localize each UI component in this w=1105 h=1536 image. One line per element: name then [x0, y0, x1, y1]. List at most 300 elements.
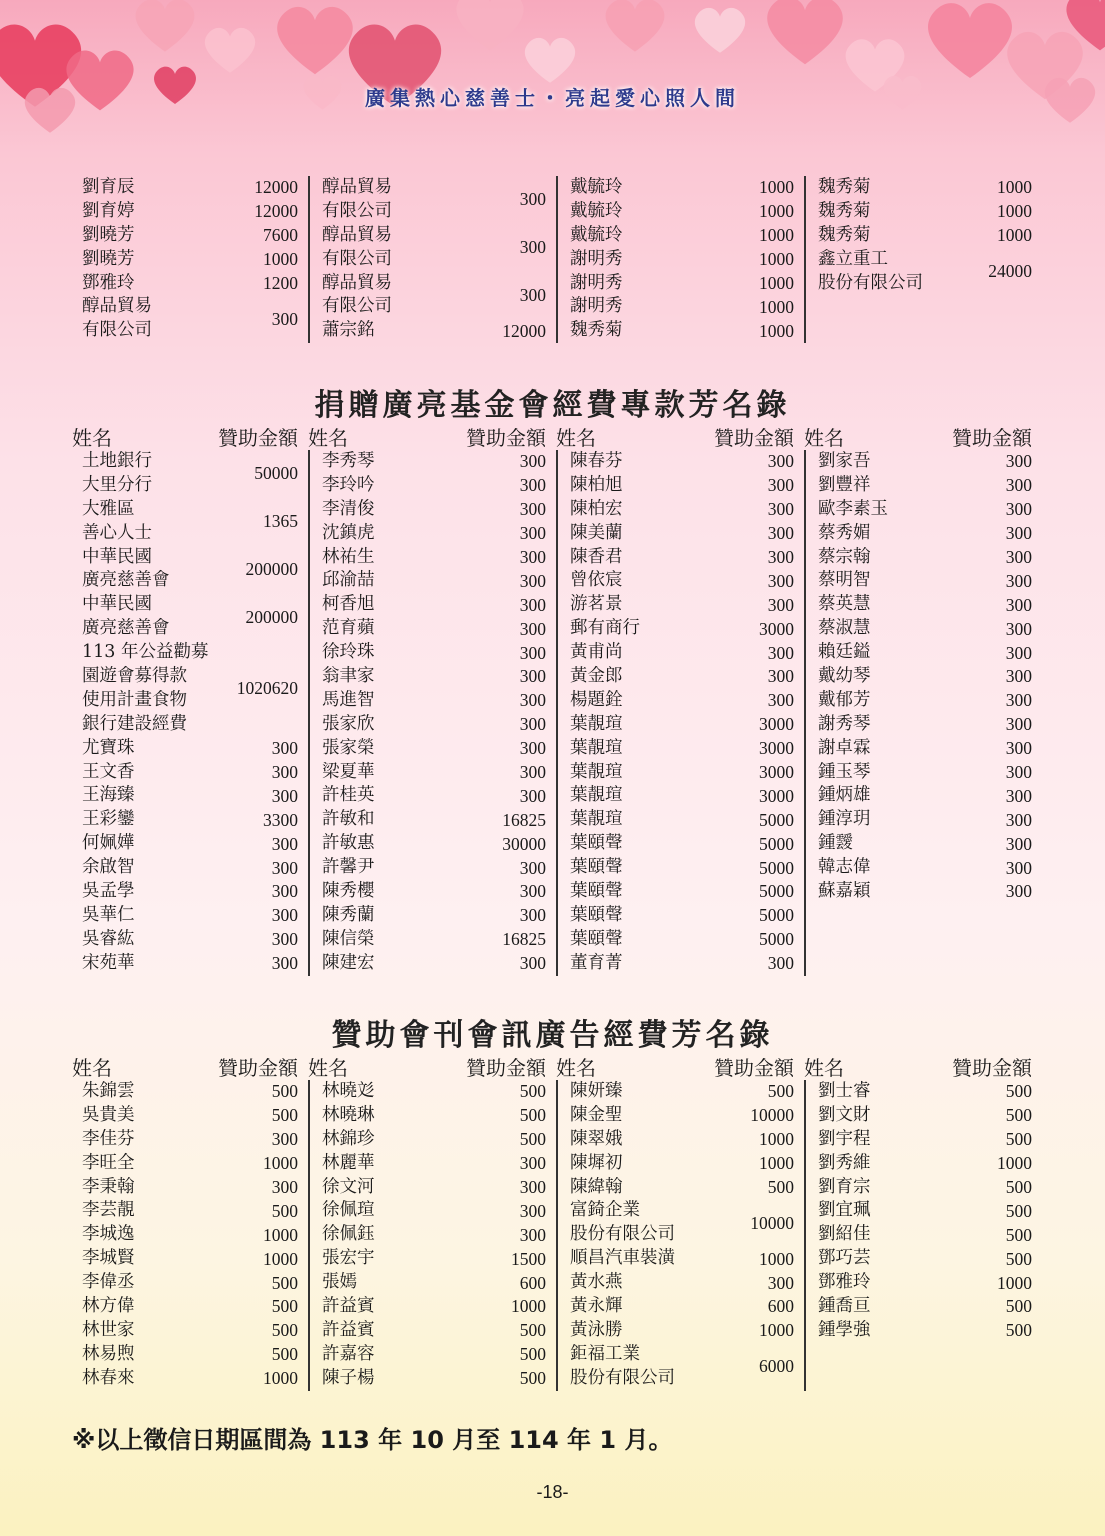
donation-amount: 600 — [519, 1272, 546, 1293]
donation-amount: 1000 — [997, 1272, 1032, 1293]
donation-amount: 6000 — [759, 1356, 794, 1377]
donation-amount: 300 — [1005, 809, 1032, 830]
donation-amount: 300 — [519, 857, 546, 878]
donor-name — [570, 1271, 623, 1295]
donor-row — [322, 784, 546, 808]
donor-row — [322, 1295, 546, 1319]
donation-amount: 300 — [271, 953, 298, 974]
donor-name-line: 有限公司 — [322, 200, 392, 221]
donor-name-line: 林方偉 — [82, 1296, 135, 1317]
header-cell — [72, 422, 308, 451]
donor-name-line: 劉士睿 — [818, 1081, 871, 1101]
donor-row — [322, 498, 546, 522]
donor-row — [818, 1295, 1032, 1319]
donation-amount: 12000 — [254, 201, 298, 222]
donor-name-line: 徐佩鈺 — [322, 1224, 375, 1245]
donor-row — [322, 1080, 546, 1104]
donation-amount: 16825 — [502, 809, 546, 830]
donor-row — [82, 1319, 298, 1343]
donor-name — [570, 295, 623, 319]
name-column-header: 姓名 — [72, 1056, 112, 1080]
donor-name-line: 陳墀初 — [570, 1152, 623, 1173]
donor-name-line: 陳信榮 — [322, 928, 375, 949]
heart-icon — [520, 30, 580, 90]
donor-name — [818, 569, 871, 593]
donor-name-line: 魏秀菊 — [818, 177, 871, 197]
donor-name — [570, 784, 623, 808]
donation-amount: 500 — [1005, 1296, 1032, 1317]
donor-name — [570, 1295, 623, 1319]
donation-amount: 300 — [1005, 666, 1032, 687]
donor-name — [82, 1247, 135, 1271]
donation-amount: 300 — [519, 1177, 546, 1197]
donor-name-line: 鉅福工業 — [570, 1343, 640, 1364]
amount-column-header: 贊助金額 — [466, 426, 546, 450]
donor-name-line: 許桂英 — [322, 785, 375, 806]
donor-row — [818, 498, 1032, 522]
donation-amount: 300 — [519, 1200, 546, 1221]
donor-name-line: 林錦珍 — [322, 1128, 375, 1149]
donor-name-line: 鄧雅玲 — [818, 1272, 871, 1293]
donor-row — [82, 1367, 298, 1391]
donation-amount: 300 — [1005, 618, 1032, 639]
donation-amount: 300 — [1005, 499, 1032, 520]
donation-amount: 1000 — [997, 1153, 1032, 1174]
donor-name-line: 葉頤聲 — [570, 881, 623, 902]
donation-amount: 300 — [1005, 594, 1032, 615]
donor-row — [570, 904, 794, 928]
donation-amount: 300 — [519, 499, 546, 520]
donor-row — [322, 593, 546, 617]
donor-row — [82, 200, 298, 224]
donor-row — [82, 952, 298, 976]
section2-list — [72, 1080, 1042, 1391]
donation-amount: 500 — [767, 1177, 794, 1197]
donor-name-line: 李玲吟 — [322, 474, 375, 495]
donor-name-line: 許益賓 — [322, 1296, 375, 1317]
donation-amount: 300 — [1005, 642, 1032, 663]
donation-amount: 500 — [1005, 1320, 1032, 1341]
donor-name — [322, 641, 375, 665]
donor-name — [570, 248, 623, 272]
donor-row — [322, 1223, 546, 1247]
donor-name-line: 郵有商行 — [570, 618, 640, 639]
donor-name — [570, 665, 623, 689]
donor-row — [82, 784, 298, 808]
donation-amount: 50000 — [254, 463, 298, 484]
donor-row — [570, 498, 794, 522]
donation-amount: 300 — [1005, 451, 1032, 472]
donor-row — [818, 617, 1032, 641]
donor-name-line: 陳秀櫻 — [322, 881, 375, 902]
section2-title: 贊助會刊會訊廣告經費芳名錄 — [331, 1018, 774, 1053]
donation-amount: 1000 — [263, 249, 298, 270]
donor-name-line: 謝卓霖 — [818, 737, 871, 758]
donor-name — [322, 224, 392, 272]
donor-name — [322, 689, 375, 713]
donation-amount: 16825 — [502, 929, 546, 950]
donor-name-line: 林曉彣 — [322, 1081, 375, 1101]
donation-amount: 24000 — [988, 261, 1032, 282]
donation-amount: 300 — [271, 1177, 298, 1197]
donor-row — [818, 713, 1032, 737]
donor-name — [570, 474, 623, 498]
donor-name — [82, 808, 135, 832]
donation-amount: 300 — [767, 953, 794, 974]
header-banner — [0, 0, 1105, 160]
donation-amount: 300 — [767, 570, 794, 591]
donation-amount: 10000 — [750, 1212, 794, 1233]
donor-row — [818, 200, 1032, 224]
donation-amount: 300 — [767, 642, 794, 663]
donor-name-line: 王彩鑾 — [82, 809, 135, 830]
donor-name-line: 廣亮慈善會 — [82, 618, 170, 639]
donor-name-line: 土地銀行 — [82, 451, 152, 471]
donation-amount: 1000 — [759, 320, 794, 341]
name-column-header: 姓名 — [804, 426, 844, 450]
donor-row — [570, 665, 794, 689]
donor-name — [818, 665, 871, 689]
donation-amount: 300 — [519, 451, 546, 472]
donor-name — [82, 176, 135, 200]
donor-name — [322, 784, 375, 808]
donor-row — [322, 522, 546, 546]
donation-amount: 500 — [519, 1081, 546, 1102]
heart-icon — [200, 20, 260, 80]
donation-amount: 5000 — [759, 929, 794, 950]
donation-amount: 300 — [767, 1272, 794, 1293]
donor-name-line: 李偉丞 — [82, 1272, 135, 1293]
donor-name — [322, 1367, 375, 1391]
donor-row — [322, 928, 546, 952]
donation-amount: 1000 — [759, 1320, 794, 1341]
donor-name — [570, 1152, 623, 1176]
donor-name — [818, 1295, 871, 1319]
donation-amount: 12000 — [254, 177, 298, 198]
donor-row — [818, 689, 1032, 713]
amount-column-header: 贊助金額 — [714, 426, 794, 450]
donor-row — [570, 1295, 794, 1319]
donor-name — [570, 1343, 675, 1391]
donation-amount: 300 — [271, 308, 298, 329]
donor-column — [72, 450, 308, 976]
donation-amount: 600 — [767, 1296, 794, 1317]
donor-row — [82, 1295, 298, 1319]
donor-name — [818, 641, 871, 665]
donor-row — [570, 295, 794, 319]
donor-row — [322, 952, 546, 976]
donor-name-line: 黃甫尚 — [570, 642, 623, 663]
donor-name — [818, 1271, 871, 1295]
donation-amount: 300 — [271, 905, 298, 926]
donor-name — [570, 1104, 623, 1128]
donor-name-line: 魏秀菊 — [818, 224, 871, 245]
donor-name — [818, 880, 871, 904]
donor-name-line: 吳華仁 — [82, 904, 135, 925]
donor-name-line: 劉宇程 — [818, 1128, 871, 1149]
donor-row — [322, 272, 546, 320]
donor-name-line: 大里分行 — [82, 474, 152, 495]
continued-donor-list — [72, 176, 1042, 343]
donor-row — [570, 1247, 794, 1271]
donor-name-line: 張家榮 — [322, 737, 375, 758]
donation-amount: 300 — [767, 690, 794, 711]
donor-row — [82, 1271, 298, 1295]
donor-name-line: 李佳芬 — [82, 1128, 135, 1149]
donor-name — [322, 928, 375, 952]
donation-amount: 1000 — [759, 296, 794, 317]
donor-row — [570, 856, 794, 880]
donor-name — [570, 1247, 675, 1271]
donation-amount: 5000 — [759, 809, 794, 830]
donor-row — [818, 593, 1032, 617]
donation-amount: 300 — [1005, 785, 1032, 806]
donor-name — [570, 737, 623, 761]
donor-name-line: 劉育辰 — [82, 177, 135, 197]
donor-name — [570, 522, 623, 546]
donation-amount: 1200 — [263, 273, 298, 293]
donor-name — [82, 1152, 135, 1176]
donor-row — [322, 1128, 546, 1152]
donation-amount: 300 — [519, 1153, 546, 1174]
donation-amount: 300 — [519, 189, 546, 210]
donor-row — [818, 832, 1032, 856]
donor-name-line: 鄧雅玲 — [82, 272, 135, 293]
donor-name-line: 李城賢 — [82, 1248, 135, 1269]
donor-row — [82, 272, 298, 296]
donor-row — [82, 928, 298, 952]
section1-title: 捐贈廣亮基金會經費專款芳名錄 — [314, 388, 791, 423]
donor-name-line: 中華民國 — [82, 546, 152, 567]
donor-name-line: 劉豐祥 — [818, 474, 871, 495]
donor-name — [322, 1223, 375, 1247]
donation-amount: 300 — [519, 905, 546, 926]
donor-name-line: 劉育婷 — [82, 200, 135, 221]
donor-name — [82, 1223, 135, 1247]
donor-row — [322, 665, 546, 689]
donor-name-line: 蔡秀媚 — [818, 522, 871, 543]
donor-row — [818, 474, 1032, 498]
name-column-header: 姓名 — [556, 426, 596, 450]
donor-name — [818, 737, 871, 761]
donor-name-line: 陳翠娥 — [570, 1128, 623, 1149]
donor-name-line: 陳金聖 — [570, 1104, 623, 1125]
donor-row — [570, 880, 794, 904]
donor-name-line: 股份有限公司 — [570, 1367, 675, 1388]
donation-amount: 300 — [519, 738, 546, 759]
donor-name — [82, 952, 135, 976]
donation-amount: 300 — [519, 881, 546, 902]
donor-name — [570, 617, 640, 641]
donor-name-line: 園遊會募得款 — [82, 666, 187, 687]
name-column-header: 姓名 — [308, 1056, 348, 1080]
donor-name — [322, 665, 375, 689]
donor-row — [818, 546, 1032, 570]
donation-amount: 300 — [271, 833, 298, 854]
donation-amount: 1000 — [759, 1248, 794, 1269]
donor-row — [818, 1271, 1032, 1295]
donor-name-line: 陳子楊 — [322, 1367, 375, 1388]
donor-column — [804, 450, 1042, 976]
donor-row — [322, 856, 546, 880]
donor-name — [818, 808, 871, 832]
donor-name — [322, 880, 375, 904]
donor-name-line: 蔡英慧 — [818, 594, 871, 615]
donor-name-line: 李旺全 — [82, 1152, 135, 1173]
donation-amount: 300 — [519, 547, 546, 567]
donor-name-line: 柯香旭 — [322, 594, 375, 615]
donor-row — [322, 1104, 546, 1128]
donation-amount: 7600 — [263, 225, 298, 246]
donor-name-line: 蔡宗翰 — [818, 546, 871, 567]
donor-name-line: 李秉翰 — [82, 1176, 135, 1197]
donation-amount: 500 — [271, 1105, 298, 1126]
donor-name-line: 鄧巧芸 — [818, 1248, 871, 1269]
donor-name — [570, 808, 623, 832]
donor-row — [570, 474, 794, 498]
donor-name-line: 醇品貿易 — [322, 224, 392, 245]
donor-name-line: 王文香 — [82, 761, 135, 782]
donor-name — [82, 498, 152, 546]
donor-row — [82, 1080, 298, 1104]
donor-row — [322, 737, 546, 761]
donor-name — [570, 904, 623, 928]
donor-name — [82, 1295, 135, 1319]
donor-name-line: 梁夏華 — [322, 761, 375, 782]
donation-amount: 1000 — [759, 273, 794, 293]
donation-amount: 10000 — [750, 1105, 794, 1126]
donor-name-line: 蘇嘉穎 — [818, 881, 871, 902]
donation-amount: 1365 — [263, 511, 298, 532]
donor-name-line: 范育蘋 — [322, 618, 375, 639]
donor-name-line: 魏秀菊 — [818, 200, 871, 221]
amount-column-header: 贊助金額 — [218, 426, 298, 450]
amount-column-header: 贊助金額 — [714, 1056, 794, 1080]
donor-name — [570, 856, 623, 880]
donor-name — [322, 319, 375, 343]
donor-name-line: 宋苑華 — [82, 952, 135, 973]
donation-amount: 300 — [519, 666, 546, 687]
donation-amount: 500 — [271, 1200, 298, 1221]
donation-amount: 300 — [1005, 570, 1032, 591]
donor-name — [322, 1176, 375, 1200]
donation-amount: 30000 — [502, 833, 546, 854]
donor-name-line: 善心人士 — [82, 522, 152, 543]
donor-row — [570, 200, 794, 224]
donor-name — [570, 952, 623, 976]
donor-name — [82, 1128, 135, 1152]
donor-name — [322, 546, 375, 570]
donor-name-line: 翁聿家 — [322, 666, 375, 687]
donation-amount: 500 — [519, 1344, 546, 1365]
donor-name-line: 沈鎮虎 — [322, 522, 375, 543]
donor-row — [570, 928, 794, 952]
donor-row — [570, 1271, 794, 1295]
donor-name-line: 113 年公益勸募 — [82, 642, 209, 663]
donation-amount: 300 — [767, 499, 794, 520]
donor-name-line: 鍾學強 — [818, 1319, 871, 1340]
donor-name — [818, 248, 923, 296]
donor-row — [818, 1247, 1032, 1271]
donor-name — [82, 1343, 135, 1367]
donor-name-line: 醇品貿易 — [322, 177, 392, 197]
donor-row — [82, 1104, 298, 1128]
donor-name — [82, 641, 208, 737]
donor-name — [570, 689, 623, 713]
donor-name-line: 蔡淑慧 — [818, 618, 871, 639]
donor-name — [818, 832, 853, 856]
donor-name — [322, 450, 375, 474]
donor-name — [82, 248, 135, 272]
donor-name — [82, 928, 135, 952]
donor-name-line: 游茗景 — [570, 594, 623, 615]
donor-name — [818, 1176, 871, 1200]
donor-name — [570, 761, 623, 785]
donor-name-line: 葉靚瑄 — [570, 737, 623, 758]
donor-name-line: 陳秀蘭 — [322, 904, 375, 925]
donor-name-line: 中華民國 — [82, 594, 152, 615]
donor-name — [322, 904, 375, 928]
donor-name — [322, 1319, 375, 1343]
donor-name-line: 吳睿紘 — [82, 928, 135, 949]
donor-name — [322, 1295, 375, 1319]
donor-name — [322, 761, 375, 785]
donor-name — [82, 224, 135, 248]
donor-name — [570, 176, 623, 200]
donation-amount: 300 — [271, 857, 298, 878]
donation-amount: 300 — [767, 475, 794, 496]
donor-row — [570, 641, 794, 665]
donor-row — [570, 1199, 794, 1247]
donor-name-line: 張宏宇 — [322, 1248, 375, 1269]
donation-amount: 300 — [271, 929, 298, 950]
donor-row — [322, 808, 546, 832]
donor-row — [570, 1128, 794, 1152]
donor-name — [818, 1223, 871, 1247]
donor-name — [818, 224, 871, 248]
donor-row — [322, 880, 546, 904]
donor-name — [570, 498, 623, 522]
donor-row — [322, 569, 546, 593]
donation-amount: 300 — [1005, 833, 1032, 854]
name-column-header: 姓名 — [308, 426, 348, 450]
donor-name — [322, 1152, 375, 1176]
donor-name — [818, 856, 871, 880]
donor-row — [570, 546, 794, 570]
donor-name-line: 張嫣 — [322, 1272, 357, 1293]
donation-amount: 3300 — [263, 809, 298, 830]
donation-amount: 300 — [519, 475, 546, 496]
donation-amount: 200000 — [245, 558, 298, 579]
donation-amount: 1000 — [759, 1153, 794, 1174]
donation-amount: 300 — [519, 1224, 546, 1245]
donor-name-line: 余啟智 — [82, 857, 135, 878]
donor-name — [82, 450, 152, 498]
donor-name-line: 許敏和 — [322, 809, 375, 830]
donor-row — [570, 593, 794, 617]
donation-amount: 1000 — [263, 1153, 298, 1174]
donor-row — [570, 689, 794, 713]
donor-row — [570, 617, 794, 641]
donation-amount: 500 — [1005, 1081, 1032, 1102]
donor-name — [322, 617, 375, 641]
donation-amount: 500 — [271, 1081, 298, 1102]
donor-row — [322, 1319, 546, 1343]
donor-name — [82, 784, 135, 808]
donation-amount: 1000 — [759, 225, 794, 246]
donor-row — [82, 498, 298, 546]
donor-row — [322, 904, 546, 928]
